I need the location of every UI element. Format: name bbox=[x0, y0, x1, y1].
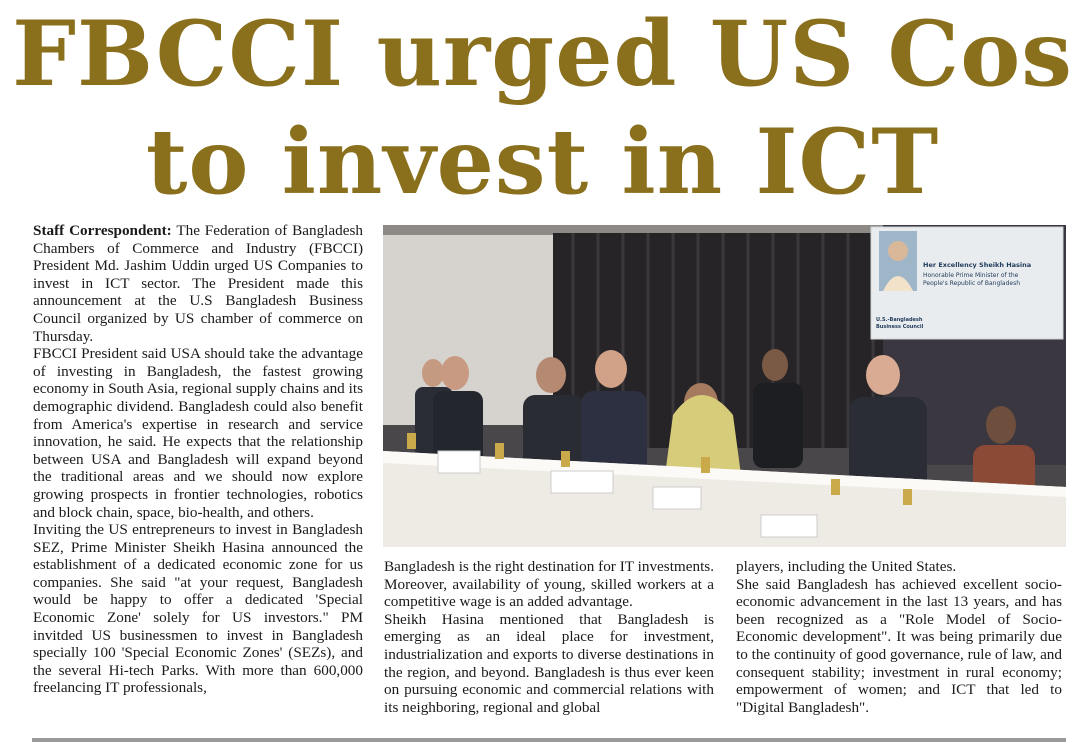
article-paragraph bbox=[33, 222, 363, 345]
screen-logo-line-2: Business Council bbox=[876, 324, 924, 330]
article-paragraph: She said Bangladesh has achieved excellent socio-economic advancement in the last 13 years, and has been recognized as a "Role Model of Socio-Economic development". It was being primarily due to the continuity of good governance, rule of law, and consequent stability; investment in rural economy; empowerment of women; and ICT that led to "Digital Bangladesh". bbox=[736, 575, 1062, 716]
screen-title: Her Excellency Sheikh Hasina bbox=[923, 261, 1032, 269]
byline: Staff Correspondent: bbox=[33, 222, 172, 239]
screen-logo-line-1: U.S.-Bangladesh bbox=[876, 317, 923, 323]
headline-line-1: FBCCI urged US Cos bbox=[12, 1, 1073, 107]
article-column-2 bbox=[384, 558, 714, 716]
article-paragraph: FBCCI President said USA should take the advantage of investing in Bangladesh, the fastest growing economy in South Asia, regional supply chains and its demographic dividend. Bangladesh could also benefit from America's expertise in research and service innovation, he said. He expects that the relationship between USA and Bangladesh will expand beyond the traditional areas and we should now explore growing prospects in frontier technologies, robotics and block chain, space, bio-health, and others. bbox=[33, 345, 363, 521]
paragraph-text: The Federation of Bangladesh Chambers of Commerce and Industry (FBCCI) President Md. Jashim Uddin urged US Companies to invest in ICT sector. The President made this announcement at the U.S Bangladesh Business Council organized by US chamber of commerce on Thursday. bbox=[33, 222, 363, 345]
article-column-3 bbox=[736, 558, 1062, 716]
article-paragraph: Bangladesh is the right destination for IT investments. Moreover, availability of young, skilled workers at a competitive wage is an added advantage. bbox=[384, 558, 714, 611]
bottom-rule bbox=[32, 738, 1066, 742]
meeting-photo-illustration bbox=[383, 225, 1066, 547]
meeting-photo bbox=[383, 225, 1066, 547]
screen-subtitle-2: People's Republic of Bangladesh bbox=[923, 280, 1021, 287]
article-paragraph: Sheikh Hasina mentioned that Bangladesh is emerging as an ideal place for investment, industrialization and exports to diverse destinations in the region, and beyond. Bangladesh is thus ever keen on pursuing economic and commercial relations with its neighboring, regional and global bbox=[384, 610, 714, 716]
screen-subtitle-1: Honorable Prime Minister of the bbox=[923, 272, 1019, 279]
article-paragraph: players, including the United States. bbox=[736, 558, 957, 575]
article-paragraph: Inviting the US entrepreneurs to invest in Bangladesh SEZ, Prime Minister Sheikh Hasina announced the establishment of a dedicated economic zone for us companies. She said "at your request, Bangladesh would be happy to offer a dedicated 'Special Economic Zone' solely for US investors." PM invitded US businessmen to invest in Bangladesh specially 100 'Special Economic Zones' (SEZs), and the several Hi-tech Parks. With more than 600,000 freelancing IT professionals, bbox=[33, 521, 363, 697]
article-column-1 bbox=[33, 222, 363, 697]
headline-line-2: to invest in ICT bbox=[145, 109, 940, 215]
